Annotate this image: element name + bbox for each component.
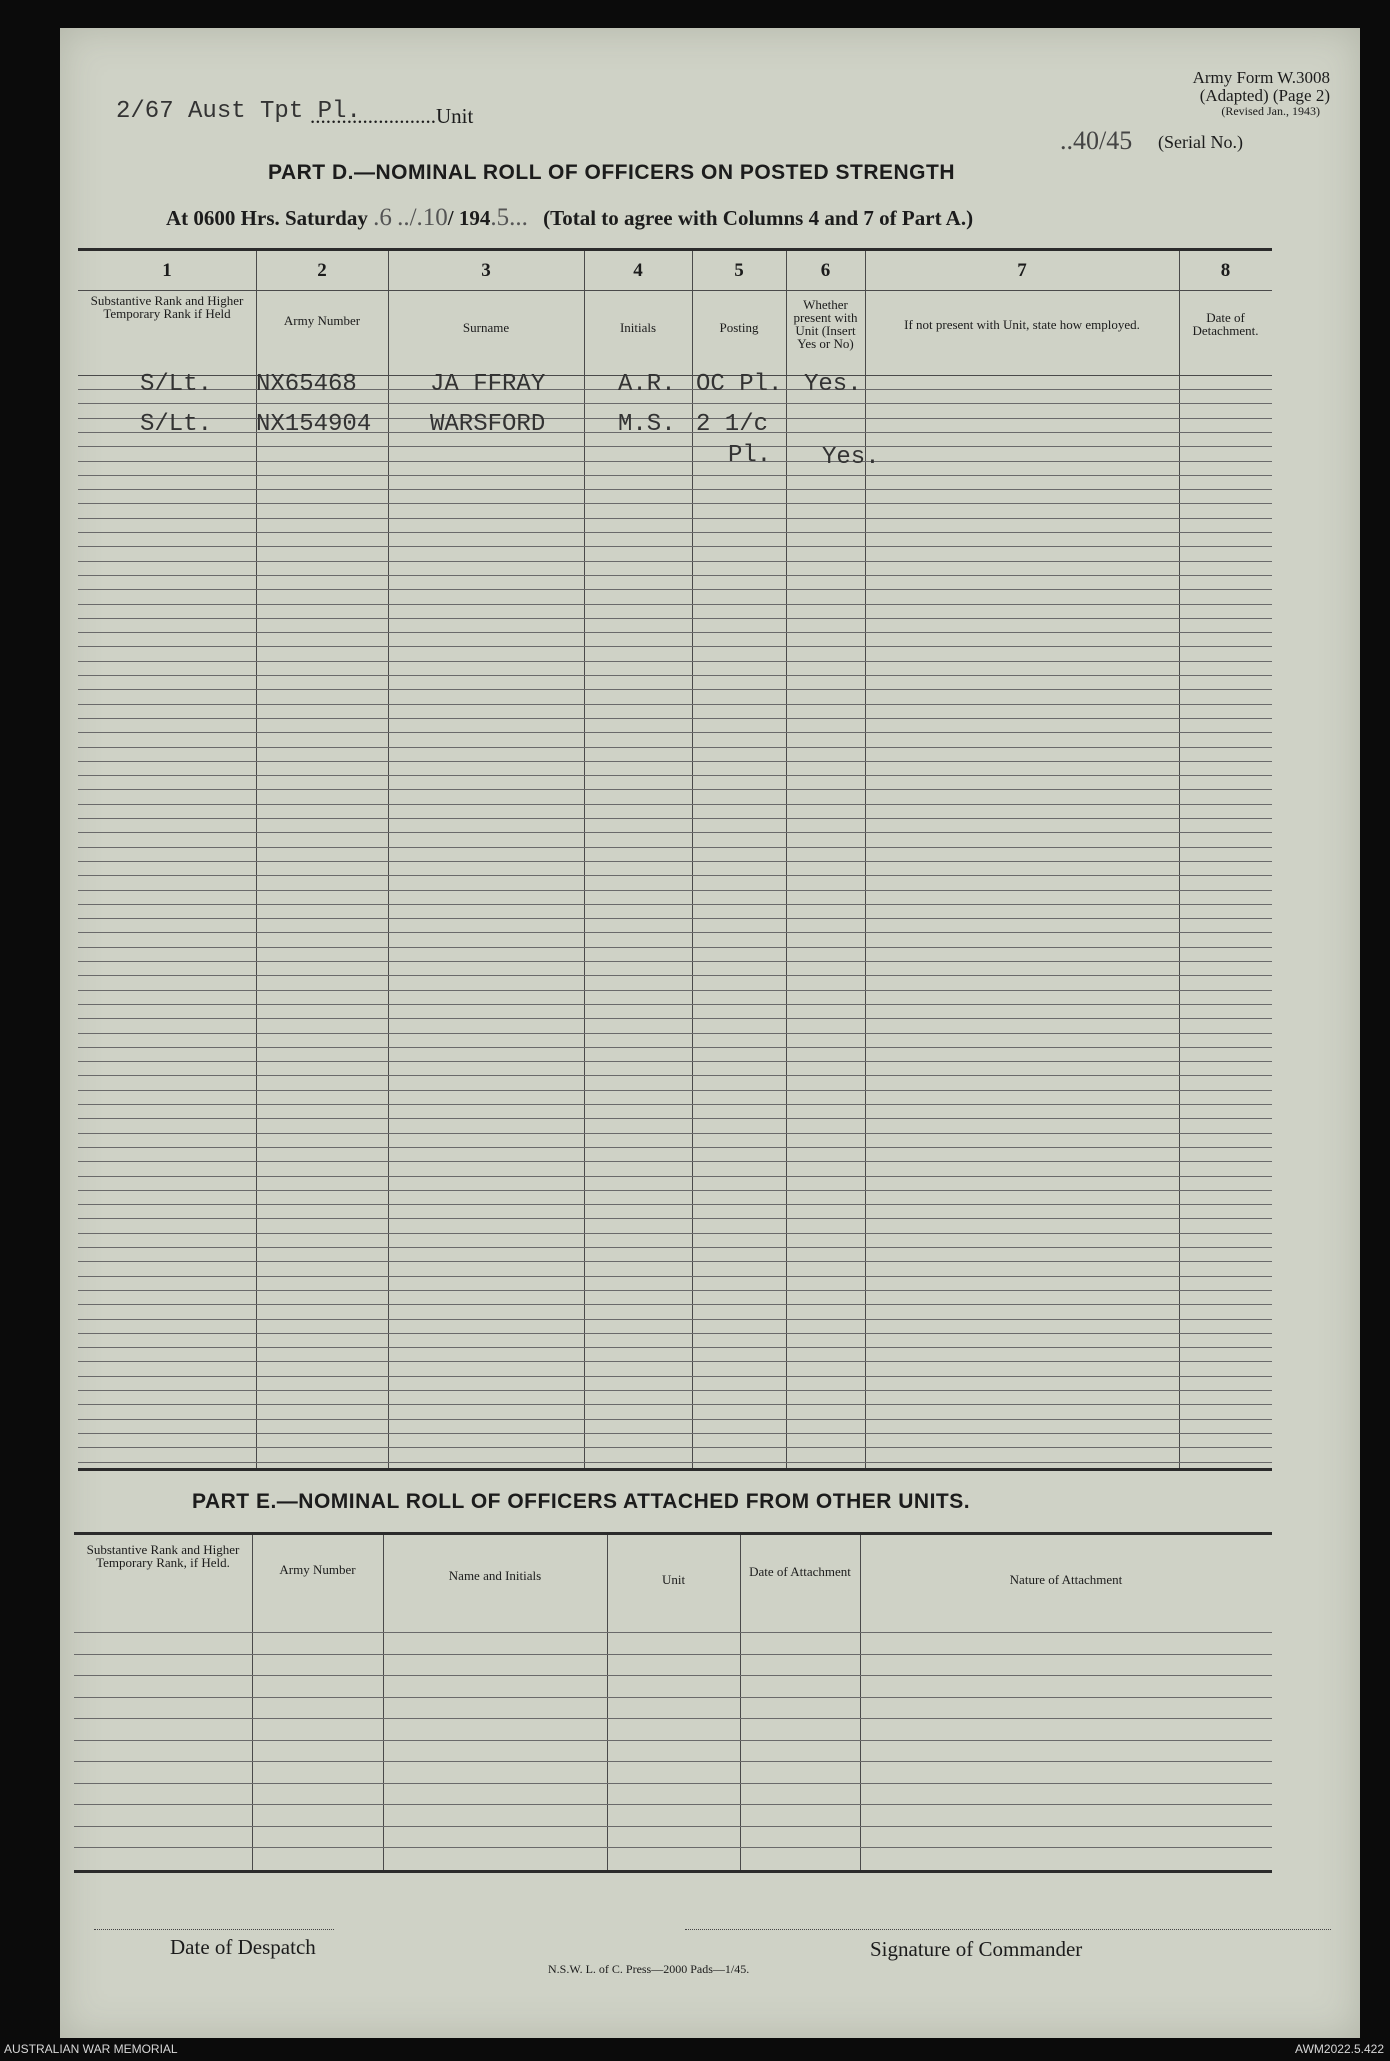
part-d-row-line <box>78 689 1272 690</box>
part-d-row-line <box>78 403 1272 404</box>
part-d-row-line <box>78 1447 1272 1448</box>
serial-value: ..40/45 <box>1060 126 1133 155</box>
part-d-column-divider <box>1179 251 1180 1468</box>
roll-present: Yes. <box>822 444 880 471</box>
unit-label: ........................Unit <box>310 104 474 128</box>
column-number: 2 <box>317 260 327 281</box>
archive-ref: AWM2022.5.422 <box>1295 2042 1384 2056</box>
signature-label: Signature of Commander <box>870 1937 1083 1961</box>
part-d-row-line <box>78 961 1272 962</box>
part-d-row-line <box>78 675 1272 676</box>
part-d-row-line <box>78 1333 1272 1334</box>
part-d-row-line <box>78 604 1272 605</box>
unit-value: 2/67 Aust Tpt Pl. <box>116 98 361 125</box>
part-e-column-divider <box>383 1535 384 1870</box>
part-d-row-line <box>78 589 1272 590</box>
part-e-row-line <box>74 1697 1272 1698</box>
roll-initials: A.R. <box>618 371 676 398</box>
part-d-row-line <box>78 1190 1272 1191</box>
at-line <box>166 204 973 232</box>
part-d-row-line <box>78 1361 1272 1362</box>
date-year-suffix: .5... <box>490 204 528 231</box>
part-d-row-line <box>78 847 1272 848</box>
at-line-prefix: At 0600 Hrs. Saturday <box>166 206 368 230</box>
roll-rank: S/Lt. <box>140 411 213 438</box>
column-number: 4 <box>633 260 643 281</box>
roll-number: NX65468 <box>256 371 357 398</box>
part-d-row-line <box>78 446 1272 447</box>
column-header: Initials <box>619 320 657 335</box>
part-d-row-line <box>78 1118 1272 1119</box>
part-d-row-line <box>78 661 1272 662</box>
column-header: Whether present with Unit (Insert Yes or No) <box>793 297 858 351</box>
part-e-column-divider <box>252 1535 253 1870</box>
part-e-column-header: Unit <box>661 1572 686 1587</box>
column-header: Date of Detachment. <box>1192 310 1259 338</box>
part-d-row-line <box>78 1047 1272 1048</box>
part-d-row-line <box>78 875 1272 876</box>
part-e-column-header: Date of Attachment <box>749 1564 851 1579</box>
signature-line <box>685 1929 1331 1930</box>
part-e-column-header: Substantive Rank and Higher Temporary Rank, if Held. <box>86 1542 240 1570</box>
total-note: (Total to agree with Columns 4 and 7 of Part A.) <box>543 206 974 230</box>
column-header: Substantive Rank and Higher Temporary Rank if Held <box>90 293 244 321</box>
part-d-row-line <box>78 1376 1272 1377</box>
part-e-title: PART E.—NOMINAL ROLL OF OFFICERS ATTACHED FROM OTHER UNITS. <box>192 1490 971 1513</box>
part-d-row-line <box>78 975 1272 976</box>
column-number: 7 <box>1017 260 1027 281</box>
part-d-row-line <box>78 947 1272 948</box>
part-d-bottom-rule <box>78 1468 1272 1471</box>
part-d-row-line <box>78 575 1272 576</box>
part-d-row-line <box>78 1304 1272 1305</box>
column-number: 1 <box>162 260 172 281</box>
part-d-row-line <box>78 503 1272 504</box>
part-e-row-line <box>74 1847 1272 1848</box>
part-d-column-divider <box>865 251 866 1468</box>
roll-surname: JA FFRAY <box>430 371 546 398</box>
part-d-row-line <box>78 1319 1272 1320</box>
part-d-row-line <box>78 1090 1272 1091</box>
part-e-column-header: Name and Initials <box>448 1568 542 1583</box>
part-d-column-divider <box>388 251 389 1468</box>
part-d-row-line <box>78 632 1272 633</box>
part-e-row-line <box>74 1761 1272 1762</box>
column-number: 6 <box>820 260 831 281</box>
part-d-row-line <box>78 1147 1272 1148</box>
part-d-row-line <box>78 904 1272 905</box>
part-d-row-line <box>78 532 1272 533</box>
part-d-row-line <box>78 618 1272 619</box>
part-d-row-line <box>78 475 1272 476</box>
date-day: .6 <box>373 204 392 231</box>
part-d-row-line <box>78 804 1272 805</box>
part-e-row-line <box>74 1783 1272 1784</box>
part-d-row-line <box>78 747 1272 748</box>
roll-number: NX154904 <box>256 411 372 438</box>
part-d-row-line <box>78 932 1272 933</box>
part-d-row-line <box>78 1276 1272 1277</box>
part-d-row-line <box>78 1161 1272 1162</box>
part-e-bottom-rule <box>74 1870 1272 1873</box>
part-d-row-line <box>78 818 1272 819</box>
part-d-row-line <box>78 1018 1272 1019</box>
part-d-row-line <box>78 1290 1272 1291</box>
part-d-row-line <box>78 761 1272 762</box>
part-d-row-line <box>78 1433 1272 1434</box>
part-d-row-line <box>78 990 1272 991</box>
archive-footer <box>0 2038 1390 2061</box>
form-adapted: (Adapted) (Page 2) <box>1199 86 1330 105</box>
roll-posting: 2 1/c <box>696 411 769 438</box>
form-id: Army Form W.3008 <box>1192 68 1330 87</box>
part-d-row-line <box>78 1004 1272 1005</box>
date-year-prefix: / 194 <box>447 206 491 230</box>
part-d-row-line <box>78 546 1272 547</box>
part-d-row-line <box>78 789 1272 790</box>
roll-surname: WARSFORD <box>430 411 546 438</box>
date-of-despatch: Date of Despatch <box>170 1935 316 1959</box>
part-e-row-line <box>74 1826 1272 1827</box>
part-d-row-line <box>78 1104 1272 1105</box>
part-d-row-line <box>78 1233 1272 1234</box>
column-header: Surname <box>462 320 510 335</box>
part-d-row-line <box>78 1419 1272 1420</box>
part-d-row-line <box>78 704 1272 705</box>
form-revised: (Revised Jan., 1943) <box>1221 104 1320 118</box>
part-d-row-line <box>78 461 1272 462</box>
column-number: 8 <box>1220 260 1231 281</box>
part-e-column-divider <box>740 1535 741 1870</box>
part-d-row-line <box>78 1133 1272 1134</box>
roll-posting-continued: Pl. <box>728 442 772 469</box>
part-d-row-line <box>78 1462 1272 1463</box>
part-d-row-line <box>78 1247 1272 1248</box>
part-e-top-rule <box>74 1532 1272 1535</box>
despatch-line <box>94 1929 334 1930</box>
part-e-row-line <box>74 1632 1272 1633</box>
part-e-row-line <box>74 1718 1272 1719</box>
roll-posting: OC Pl. <box>696 371 783 398</box>
part-e-row-line <box>74 1675 1272 1676</box>
part-d-row-line <box>78 1218 1272 1219</box>
part-d-row-line <box>78 518 1272 519</box>
part-d-row-line <box>78 890 1272 891</box>
part-d-row-line <box>78 1261 1272 1262</box>
roll-present: Yes. <box>804 371 862 398</box>
roll-rank: S/Lt. <box>140 371 213 398</box>
part-d-row-line <box>78 1204 1272 1205</box>
part-d-row-line <box>78 918 1272 919</box>
roll-initials: M.S. <box>618 411 676 438</box>
part-d-row-line <box>78 561 1272 562</box>
column-number: 3 <box>481 260 491 281</box>
part-d-column-divider <box>584 251 585 1468</box>
part-e-row-line <box>74 1654 1272 1655</box>
part-e-column-header: Army Number <box>279 1562 356 1577</box>
part-e-column-divider <box>860 1535 861 1870</box>
column-header: Army Number <box>283 313 361 328</box>
part-e-column-header: Nature of Attachment <box>1009 1572 1123 1587</box>
part-d-row-line <box>78 646 1272 647</box>
part-d-row-line <box>78 1404 1272 1405</box>
part-d-title: PART D.—NOMINAL ROLL OF OFFICERS ON POSTED STRENGTH <box>268 161 956 184</box>
part-e-row-line <box>74 1740 1272 1741</box>
part-d-row-line <box>78 1061 1272 1062</box>
part-d-row-line <box>78 861 1272 862</box>
part-e-column-divider <box>607 1535 608 1870</box>
part-d-row-line <box>78 489 1272 490</box>
column-number: 5 <box>734 260 744 281</box>
part-d-row-line <box>78 1033 1272 1034</box>
part-d-number-rule <box>78 290 1272 291</box>
part-d-row-line <box>78 1176 1272 1177</box>
form-sheet <box>60 28 1360 2038</box>
part-d-top-rule <box>78 248 1272 251</box>
part-d-row-line <box>78 1075 1272 1076</box>
part-d-row-line <box>78 1390 1272 1391</box>
part-d-row-line <box>78 732 1272 733</box>
date-month: ../.10 <box>397 204 448 231</box>
part-d-column-divider <box>786 251 787 1468</box>
printer-note: N.S.W. L. of C. Press—2000 Pads—1/45. <box>548 1962 750 1976</box>
part-d-column-divider <box>692 251 693 1468</box>
part-e-row-line <box>74 1804 1272 1805</box>
part-d-row-line <box>78 1347 1272 1348</box>
column-header: If not present with Unit, state how employed. <box>904 317 1140 332</box>
part-d-row-line <box>78 832 1272 833</box>
part-d-row-line <box>78 775 1272 776</box>
part-d-row-line <box>78 718 1272 719</box>
column-header: Posting <box>719 320 759 335</box>
serial-label: (Serial No.) <box>1158 132 1243 152</box>
archive-name: AUSTRALIAN WAR MEMORIAL <box>4 2042 178 2056</box>
